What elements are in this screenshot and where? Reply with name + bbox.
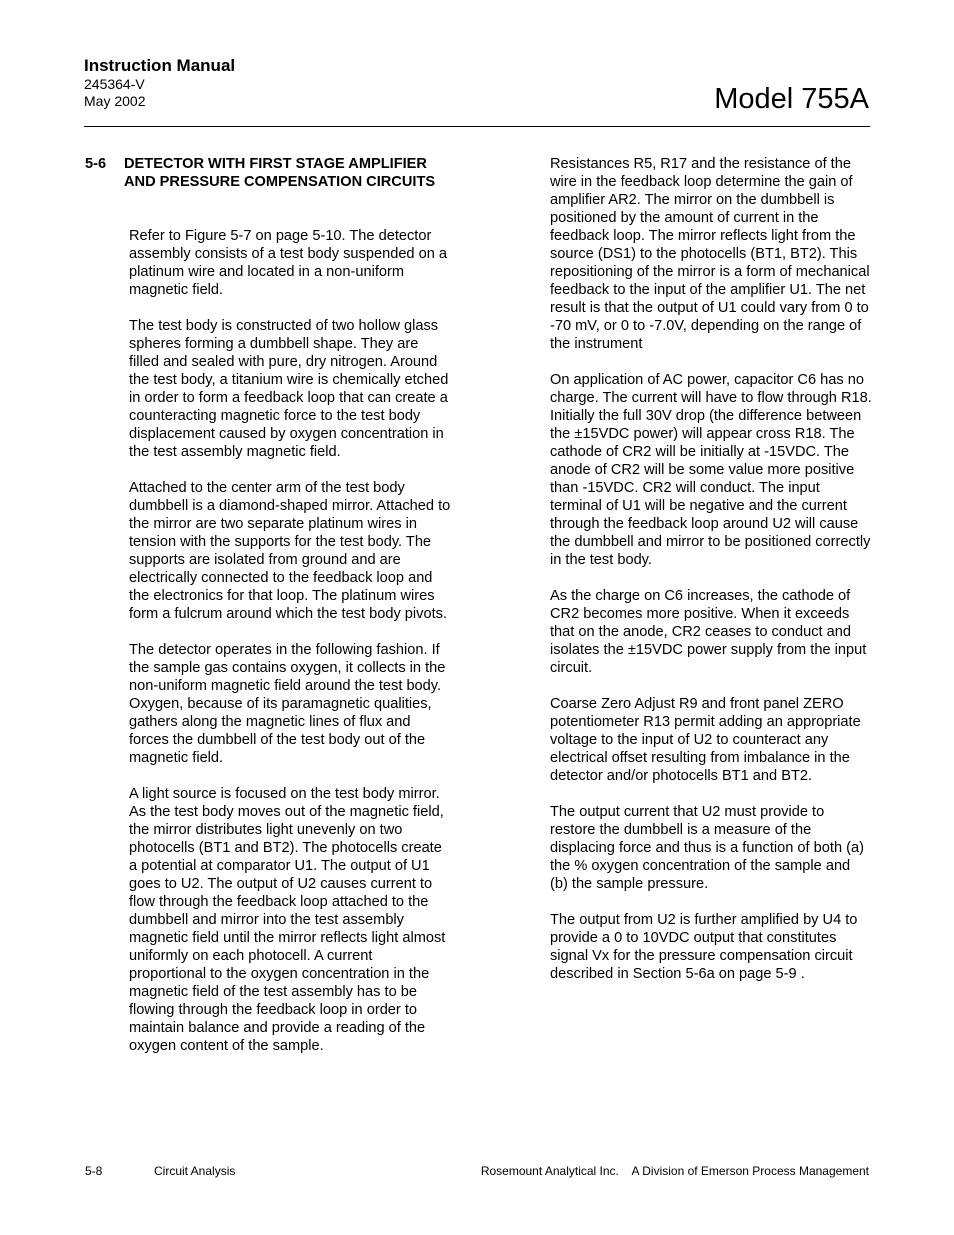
document-date: May 2002 [84,93,146,109]
paragraph: The output from U2 is further amplified by U4 to provide a 0 to 10VDC output that constitutes signal Vx for the pressure compensation circuit described in Section 5-6a on page 5-9 . [550,912,858,982]
paragraph: Attached to the center arm of the test body dumbbell is a diamond-shaped mirror. Attached to the mirror are two separate platinum wires in tension with the supports for the test body. The supports are isolated from ground and are electrically connected to the feedback loop and the electronics for that loop. The platinum wires form a fulcrum around which the test body pivots. [129,480,451,622]
paragraph: The output current that U2 must provide to restore the dumbbell is a measure of the displacing force and thus is a function of both (a) the % oxygen concentration of the sample and (b) the sample pressure. [550,804,864,892]
paragraph: On application of AC power, capacitor C6 has no charge. The current will have to flow through R18. Initially the full 30V drop (the difference between the ±15VDC power) will appear cross R18. The cathode of CR2 will be initially at -15VDC. The anode of CR2 will be some value more positive than -15VDC. CR2 will conduct. The input terminal of U1 will be negative and the current through the feedback loop around U2 will cause the dumbbell and mirror to be positioned correctly in the test body. [550,372,872,568]
paragraph: As the charge on C6 increases, the cathode of CR2 becomes more positive. When it exceeds that on the anode, CR2 ceases to conduct and isolates the ±15VDC power supply from the input circuit. [550,588,867,676]
document-number: 245364-V [84,76,145,92]
section-title: DETECTOR WITH FIRST STAGE AMPLIFIER AND PRESSURE COMPENSATION CIRCUITS [124,156,436,190]
model-title: Model 755A [714,83,869,115]
section-heading [85,155,455,191]
paragraph: A light source is focused on the test body mirror. As the test body moves out of the magnetic field, the mirror distributes light unevenly on two photocells (BT1 and BT2). The photocells create a potential at comparator U1. The output of U1 goes to U2. The output of U2 causes current to flow through the feedback loop attached to the dumbbell and mirror into the test assembly magnetic field until the mirror reflects light almost uniformly on each photocell. A current proportional to the oxygen concentration in the magnetic field of the test assembly has to be flowing through the feedback loop in order to maintain balance and provide a reading of the oxygen content of the sample. [129,786,446,1054]
paragraph: Coarse Zero Adjust R9 and front panel ZERO potentiometer R13 permit adding an appropriate voltage to the input of U2 to counteract any electrical offset resulting from imbalance in the detector and/or photocells BT1 and BT2. [550,696,861,784]
document-header [84,56,235,110]
section-number: 5-6 [85,156,107,172]
footer-section-name: Circuit Analysis [154,1164,236,1178]
header-divider [84,126,870,127]
left-column [129,227,451,1073]
footer-company: Rosemount Analytical Inc. A Division of Emerson Process Management [480,1164,869,1178]
paragraph: The detector operates in the following fashion. If the sample gas contains oxygen, it collects in the non-uniform magnetic field around the test body. Oxygen, because of its paramagnetic qualities, gathers along the magnetic lines of flux and forces the dumbbell of the test body out of the magnetic field. [129,642,446,766]
footer-page-number: 5-8 [85,1164,103,1178]
paragraph: Refer to Figure 5-7 on page 5-10. The detector assembly consists of a test body suspended on a platinum wire and located in a non-uniform magnetic field. [129,228,448,298]
paragraph: Resistances R5, R17 and the resistance of the wire in the feedback loop determine the gain of amplifier AR2. The mirror on the dumbbell is positioned by the amount of current in the feedback loop. The mirror reflects light from the source (DS1) to the photocells (BT1, BT2). This repositioning of the mirror is a form of mechanical feedback to the input of the amplifier U1. The net result is that the output of U1 could vary from 0 to -70 mV, or 0 to -7.0V, depending on the range of the instrument [550,156,870,352]
paragraph: The test body is constructed of two hollow glass spheres forming a dumbbell shape. They are filled and sealed with pure, dry nitrogen. Around the test body, a titanium wire is chemically etched in order to form a feedback loop that can create a counteracting magnetic force to the test body displacement caused by oxygen concentration in the test assembly magnetic field. [129,318,449,460]
right-column [550,155,872,1001]
document-type: Instruction Manual [84,56,236,75]
